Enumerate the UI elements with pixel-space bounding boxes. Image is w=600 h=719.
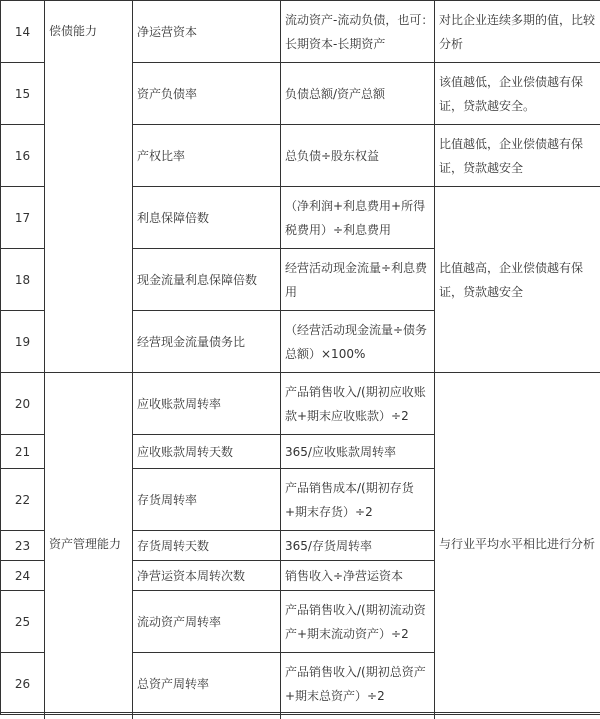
table-row [1, 373, 600, 435]
table-row [1, 1, 600, 63]
formula-cell: 产品销售收入/(期初应收账款+期末应收账款）÷2 [281, 373, 435, 435]
analysis-cell-merged: 比值越高，企业偿债越有保证，贷款越安全 [435, 187, 600, 373]
column-divider [44, 713, 45, 719]
row-number: 19 [1, 311, 45, 373]
indicator-name: 资产负债率 [133, 63, 281, 125]
indicator-name: 净运营资本 [133, 1, 281, 63]
column-divider [280, 713, 281, 719]
row-number: 25 [1, 591, 45, 653]
formula-cell: 经营活动现金流量÷利息费用 [281, 249, 435, 311]
indicator-name: 总资产周转率 [133, 653, 281, 715]
category-solvency: 偿债能力 [45, 1, 133, 373]
row-number: 22 [1, 469, 45, 531]
row-number: 20 [1, 373, 45, 435]
analysis-cell-merged: 与行业平均水平相比进行分析 [435, 373, 600, 715]
formula-cell: 总负债÷股东权益 [281, 125, 435, 187]
row-number: 23 [1, 531, 45, 561]
indicator-name: 存货周转率 [133, 469, 281, 531]
row-number: 17 [1, 187, 45, 249]
formula-cell: 365/存货周转率 [281, 531, 435, 561]
formula-cell: 负债总额/资产总额 [281, 63, 435, 125]
indicator-name: 经营现金流量债务比 [133, 311, 281, 373]
analysis-cell: 对比企业连续多期的值，比较分析 [435, 1, 600, 63]
formula-cell: 流动资产-流动负债，也可：长期资本-长期资产 [281, 1, 435, 63]
indicator-name: 利息保障倍数 [133, 187, 281, 249]
formula-cell: 产品销售收入/(期初流动资产+期末流动资产）÷2 [281, 591, 435, 653]
formula-cell: 产品销售收入/(期初总资产+期末总资产）÷2 [281, 653, 435, 715]
formula-cell: 产品销售成本/(期初存货+期末存货）÷2 [281, 469, 435, 531]
row-number: 16 [1, 125, 45, 187]
formula-cell: 销售收入÷净营运资本 [281, 561, 435, 591]
formula-cell: 365/应收账款周转率 [281, 435, 435, 469]
row-number: 18 [1, 249, 45, 311]
row-number: 15 [1, 63, 45, 125]
row-number: 14 [1, 1, 45, 63]
row-number: 21 [1, 435, 45, 469]
formula-cell: （经营活动现金流量÷债务总额）×100% [281, 311, 435, 373]
indicator-name: 存货周转天数 [133, 531, 281, 561]
formula-cell: （净利润+利息费用+所得税费用）÷利息费用 [281, 187, 435, 249]
indicator-name: 净营运资本周转次数 [133, 561, 281, 591]
analysis-cell: 该值越低，企业偿债越有保证，贷款越安全。 [435, 63, 600, 125]
column-divider [434, 713, 435, 719]
row-number: 24 [1, 561, 45, 591]
analysis-cell: 比值越低，企业偿债越有保证，贷款越安全 [435, 125, 600, 187]
indicator-name: 现金流量利息保障倍数 [133, 249, 281, 311]
indicator-name: 应收账款周转天数 [133, 435, 281, 469]
column-divider [132, 713, 133, 719]
indicator-name: 流动资产周转率 [133, 591, 281, 653]
category-asset-management: 资产管理能力 [45, 373, 133, 715]
indicator-name: 应收账款周转率 [133, 373, 281, 435]
indicator-name: 产权比率 [133, 125, 281, 187]
row-number: 26 [1, 653, 45, 715]
